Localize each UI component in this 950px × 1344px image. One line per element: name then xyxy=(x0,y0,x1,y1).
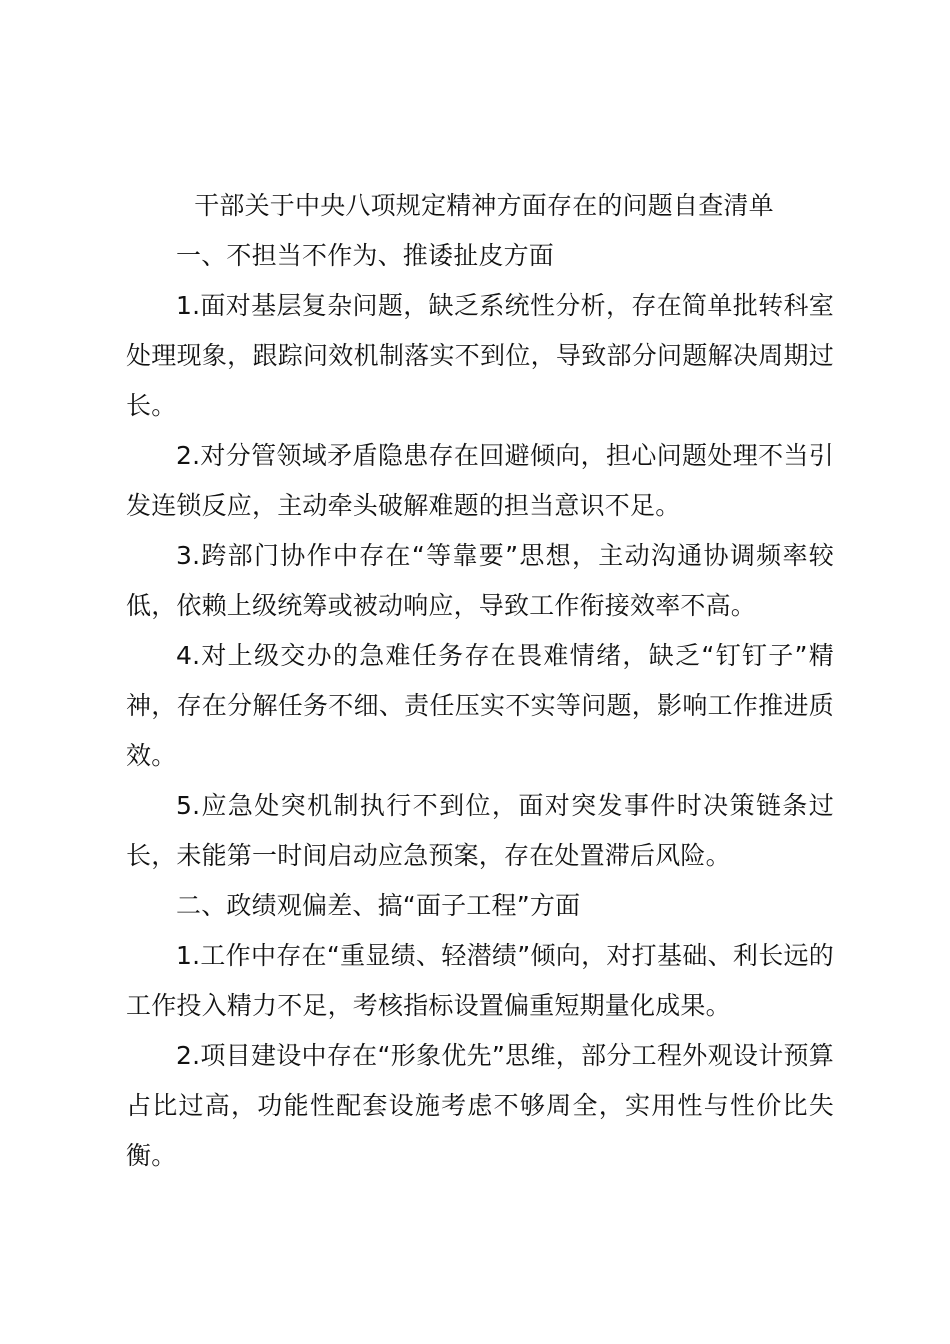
section-1-item-1: 1.面对基层复杂问题，缺乏系统性分析，存在简单批转科室处理现象，跟踪问效机制落实不到位，导致部分问题解决周期过长。 xyxy=(126,291,834,420)
section-1-item-2: 2.对分管领域矛盾隐患存在回避倾向，担心问题处理不当引发连锁反应，主动牵头破解难题的担当意识不足。 xyxy=(126,441,834,520)
document-title: 干部关于中央八项规定精神方面存在的问题自查清单 xyxy=(194,191,774,220)
section-1-item-5: 5.应急处突机制执行不到位，面对突发事件时决策链条过长，未能第一时间启动应急预案，存在处置滞后风险。 xyxy=(126,791,834,870)
section-1-item-4: 4.对上级交办的急难任务存在畏难情绪，缺乏“钉钉子”精神，存在分解任务不细、责任压实不实等问题，影响工作推进质效。 xyxy=(126,641,834,770)
section-heading-2: 二、政绩观偏差、搞“面子工程”方面 xyxy=(176,891,581,920)
section-2-item-2: 2.项目建设中存在“形象优先”思维，部分工程外观设计预算占比过高，功能性配套设施考虑不够周全，实用性与性价比失衡。 xyxy=(126,1041,834,1170)
document-body xyxy=(126,181,834,1181)
section-1-item-3: 3.跨部门协作中存在“等靠要”思想，主动沟通协调频率较低，依赖上级统筹或被动响应，导致工作衔接效率不高。 xyxy=(126,541,834,620)
section-heading-1: 一、不担当不作为、推诿扯皮方面 xyxy=(176,241,555,270)
section-2-item-1: 1.工作中存在“重显绩、轻潜绩”倾向，对打基础、利长远的工作投入精力不足，考核指标设置偏重短期量化成果。 xyxy=(126,941,834,1020)
